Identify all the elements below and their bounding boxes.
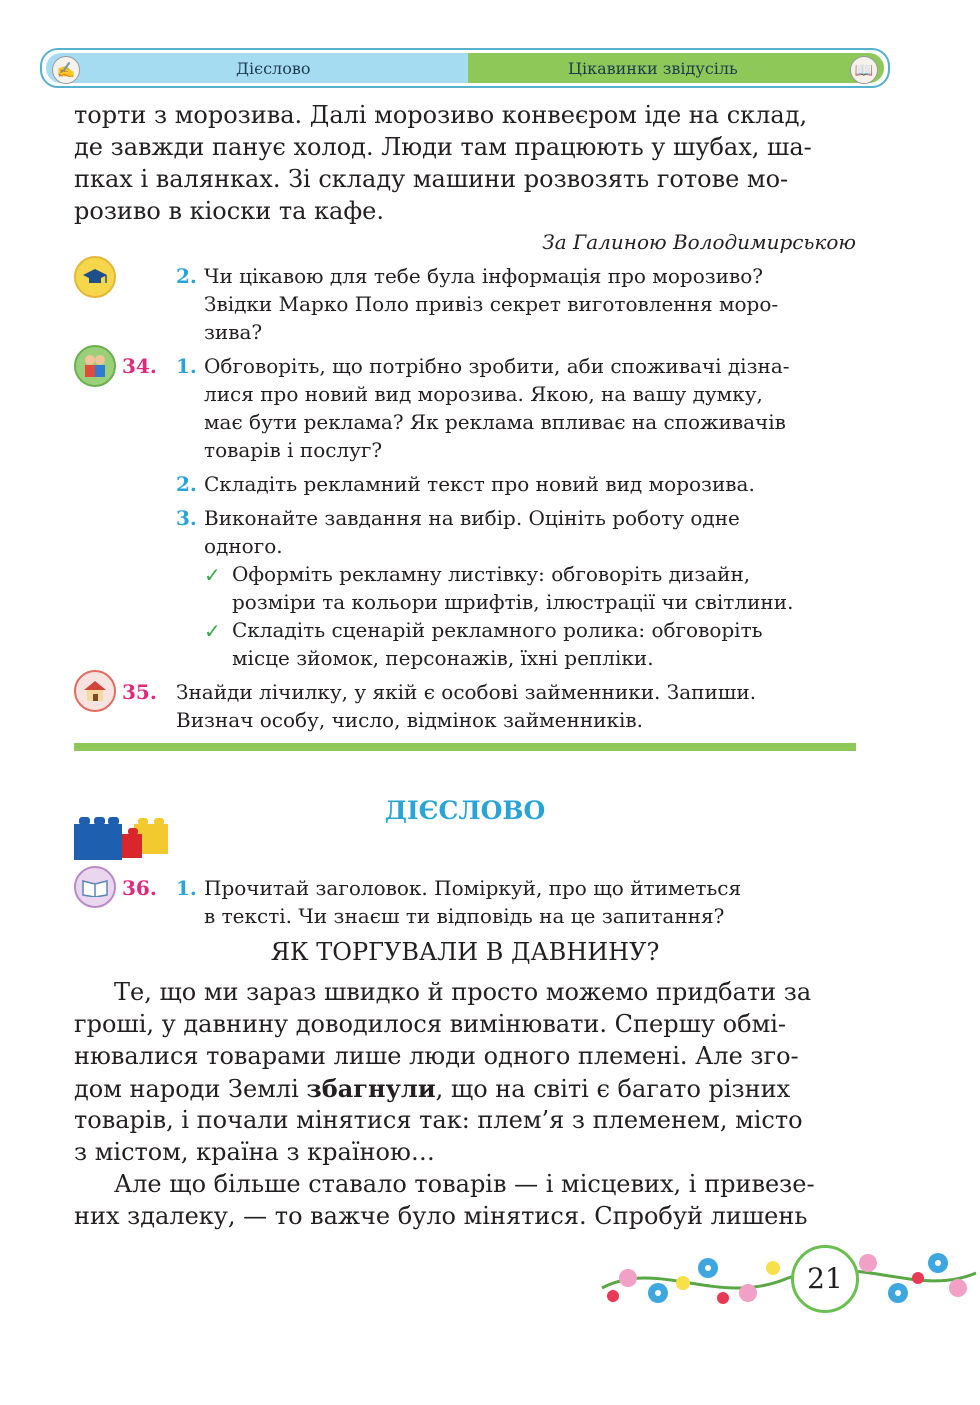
header-right-tab [468,53,884,83]
task36-sub1-line-2: в тексті. Чи знаєш ти відповідь на це запитання? [204,904,725,928]
header-left-tab [46,53,468,83]
story-line: Те, що ми зараз швидко й просто можемо придбати за [114,978,812,1006]
task34-sub1-num: 1. [176,354,197,378]
page-number: 21 [791,1245,859,1313]
task35-line-1: Знайди лічилку, у якій є особові займенники. Запиши. [176,680,757,704]
task34-sub3-num: 3. [176,506,197,530]
bold-term: збагнули [306,1074,436,1103]
attribution: За Галиною Володимирською [542,230,856,254]
story-text: , що на світі є багато різних [435,1075,791,1103]
task34-bullet2-line-2: місце зйомок, персонажів, їхні репліки. [232,646,654,670]
task-prev-sub2-line-3: зива? [204,320,263,344]
task34-sub1-line-3: має бути реклама? Як реклама впливає на споживачів [204,410,786,434]
open-book-icon [74,866,116,908]
task34-sub1-line-2: лися про новий вид морозива. Якою, на вашу думку, [204,382,763,406]
page-header [40,48,890,88]
header-left-label: Дієслово [236,59,311,78]
task35-num: 35. [122,680,157,704]
task-prev-sub2-num: 2. [176,264,197,288]
book-icon: 📖 [850,56,878,84]
task36-sub1-num: 1. [176,876,197,900]
task34-sub1-line-1: Обговоріть, що потрібно зробити, аби споживачі дізна- [204,354,790,378]
intro-line-2: де завжди панує холод. Люди там працюють у шубах, ша- [74,133,812,161]
story-line: з містом, країна з країною… [74,1138,435,1166]
check-icon: ✓ [204,619,221,643]
task35-line-2: Визнач особу, число, відмінок займенників. [176,708,644,732]
story-line: нювалися товарами лише люди одного племені. Але зго- [74,1042,799,1070]
children-icon [74,345,116,387]
task34-sub3-line-1: Виконайте завдання на вибір. Оцініть роботу одне [204,506,740,530]
task36-num: 36. [122,876,157,900]
story-line: них здалеку, — то важче було мінятися. Спробуй лишень [74,1202,808,1230]
task34-bullet2-line-1: Складіть сценарій рекламного ролика: обговоріть [232,618,763,642]
check-icon: ✓ [204,563,221,587]
task34-sub3-line-2: одного. [204,534,283,558]
section-title: ДІЄСЛОВО [384,796,546,825]
story-line: гроші, у давнину доводилося вимінювати. Спершу обмі- [74,1010,787,1038]
task-prev-sub2-line-2: Звідки Марко Поло привіз секрет виготовлення моро- [204,292,779,316]
task34-sub2-line: Складіть рекламний текст про новий вид морозива. [204,472,755,496]
intro-line-3: пках і валянках. Зі складу машини розвозять готове мо- [74,165,789,193]
lego-bricks-icon [72,812,172,862]
task34-sub1-line-4: товарів і послуг? [204,438,383,462]
task36-sub1-line-1: Прочитай заголовок. Поміркуй, про що йтиметься [204,876,742,900]
task34-bullet1-line-1: Оформіть рекламну листівку: обговоріть дизайн, [232,562,751,586]
graduation-cap-icon [74,256,116,298]
story-title: ЯК ТОРГУВАЛИ В ДАВНИНУ? [270,938,660,966]
section-divider [74,743,856,751]
story-line: Але що більше ставало товарів — і місцевих, і привезе- [114,1170,815,1198]
story-text: дом народи Землі [74,1075,307,1103]
header-right-label: Цікавинки звідусіль [568,59,738,78]
intro-line-1: торти з морозива. Далі морозиво конвеєром іде на склад, [74,101,808,129]
story-line: товарів, і почали мінятися так: плем’я з племенем, місто [74,1106,803,1134]
task-prev-sub2-line-1: Чи цікавою для тебе була інформація про морозиво? [204,264,763,288]
task34-sub2-num: 2. [176,472,197,496]
pen-icon: ✍ [52,56,80,84]
task34-bullet1-line-2: розміри та кольори шрифтів, ілюстрації чи світлини. [232,590,794,614]
task34-num: 34. [122,354,157,378]
story-line [74,1074,856,1103]
house-icon [74,670,116,712]
intro-line-4: розиво в кіоски та кафе. [74,197,384,225]
flower-garland [598,1238,978,1318]
